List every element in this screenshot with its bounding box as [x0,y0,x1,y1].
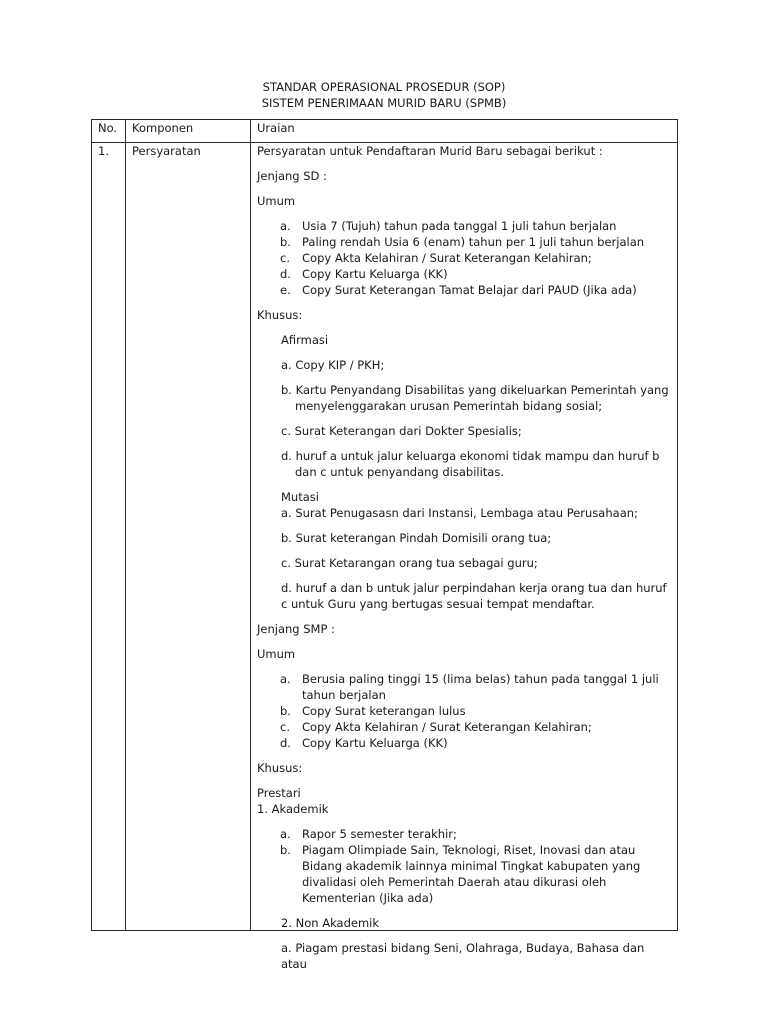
row-no: 1. [92,143,126,931]
mutasi-item: a. Surat Penugasasn dari Instansi, Lembaga atau Perusahaan; [281,506,638,520]
non-akademik-item: a. Piagam prestasi bidang Seni, Olahraga, Budaya, Bahasa dan atau [281,941,645,971]
smp-umum-list [257,671,671,751]
mutasi-item: c. Surat Ketarangan orang tua sebagai guru; [281,556,538,570]
afirmasi-heading: Afirmasi [281,333,329,347]
header-uraian: Uraian [251,120,678,143]
list-item: b. Paling rendah Usia 6 (enam) tahun per 1 juli tahun berjalan [280,235,645,249]
list-item: a. Rapor 5 semester terakhir; [280,827,457,841]
row-komponen: Persyaratan [126,143,251,931]
smp-umum-heading: Umum [257,647,296,661]
list-item: c. Copy Akta Kelahiran / Surat Keterangan Kelahiran; [280,720,592,734]
akademik-heading: 1. Akademik [257,802,329,816]
list-item: b. Piagam Olimpiade Sain, Teknologi, Riset, Inovasi dan atau Bidang akademik lainnya minimal Tingkat kabupaten yang divalidasi oleh Pemerintah Daerah atau dikurasi oleh Kementerian (Jika ada) [280,843,641,905]
list-item: b. Copy Surat keterangan lulus [280,704,466,718]
afirmasi-item: d. huruf a untuk jalur keluarga ekonomi tidak mampu dan huruf b dan c untuk penyandang disabilitas. [281,449,660,479]
afirmasi-item: b. Kartu Penyandang Disabilitas yang dikeluarkan Pemerintah yang menyelenggarakan urusan Pemerintah bidang sosial; [281,383,669,413]
sd-khusus-heading: Khusus: [257,308,303,322]
header-komponen: Komponen [126,120,251,143]
non-akademik-heading: 2. Non Akademik [281,916,380,930]
smp-heading: Jenjang SMP : [257,622,335,636]
smp-khusus-heading: Khusus: [257,761,303,775]
document-title [0,79,768,111]
list-item: a. Berusia paling tinggi 15 (lima belas) tahun pada tanggal 1 juli tahun berjalan [280,672,659,702]
header-no: No. [92,120,126,143]
title-line-2: SISTEM PENERIMAAN MURID BARU (SPMB) [261,96,507,110]
sd-umum-heading: Umum [257,194,296,208]
list-item: d. Copy Kartu Keluarga (KK) [280,267,448,281]
list-item: d. Copy Kartu Keluarga (KK) [280,736,448,750]
title-line-1: STANDAR OPERASIONAL PROSEDUR (SOP) [262,80,506,94]
list-item: a. Usia 7 (Tujuh) tahun pada tanggal 1 juli tahun berjalan [280,219,617,233]
table-header-row [92,120,678,143]
akademik-list [257,826,671,906]
sd-heading: Jenjang SD : [257,169,327,183]
list-item: e. Copy Surat Keterangan Tamat Belajar dari PAUD (Jika ada) [280,283,637,297]
list-item: c. Copy Akta Kelahiran / Surat Keterangan Kelahiran; [280,251,592,265]
mutasi-heading: Mutasi [281,490,319,504]
afirmasi-item: a. Copy KIP / PKH; [281,358,385,372]
intro-text: Persyaratan untuk Pendaftaran Murid Baru sebagai berikut : [257,144,603,158]
row-uraian [251,143,678,971]
table-row [92,143,678,931]
mutasi-item: b. Surat keterangan Pindah Domisili orang tua; [281,531,552,545]
sop-table [91,119,678,971]
afirmasi-item: c. Surat Keterangan dari Dokter Spesialis; [281,424,522,438]
prestari-heading: Prestari [257,786,301,800]
sd-umum-list [257,218,671,298]
mutasi-item: d. huruf a dan b untuk jalur perpindahan kerja orang tua dan huruf c untuk Guru yang bertugas sesuai tempat mendaftar. [281,581,667,611]
